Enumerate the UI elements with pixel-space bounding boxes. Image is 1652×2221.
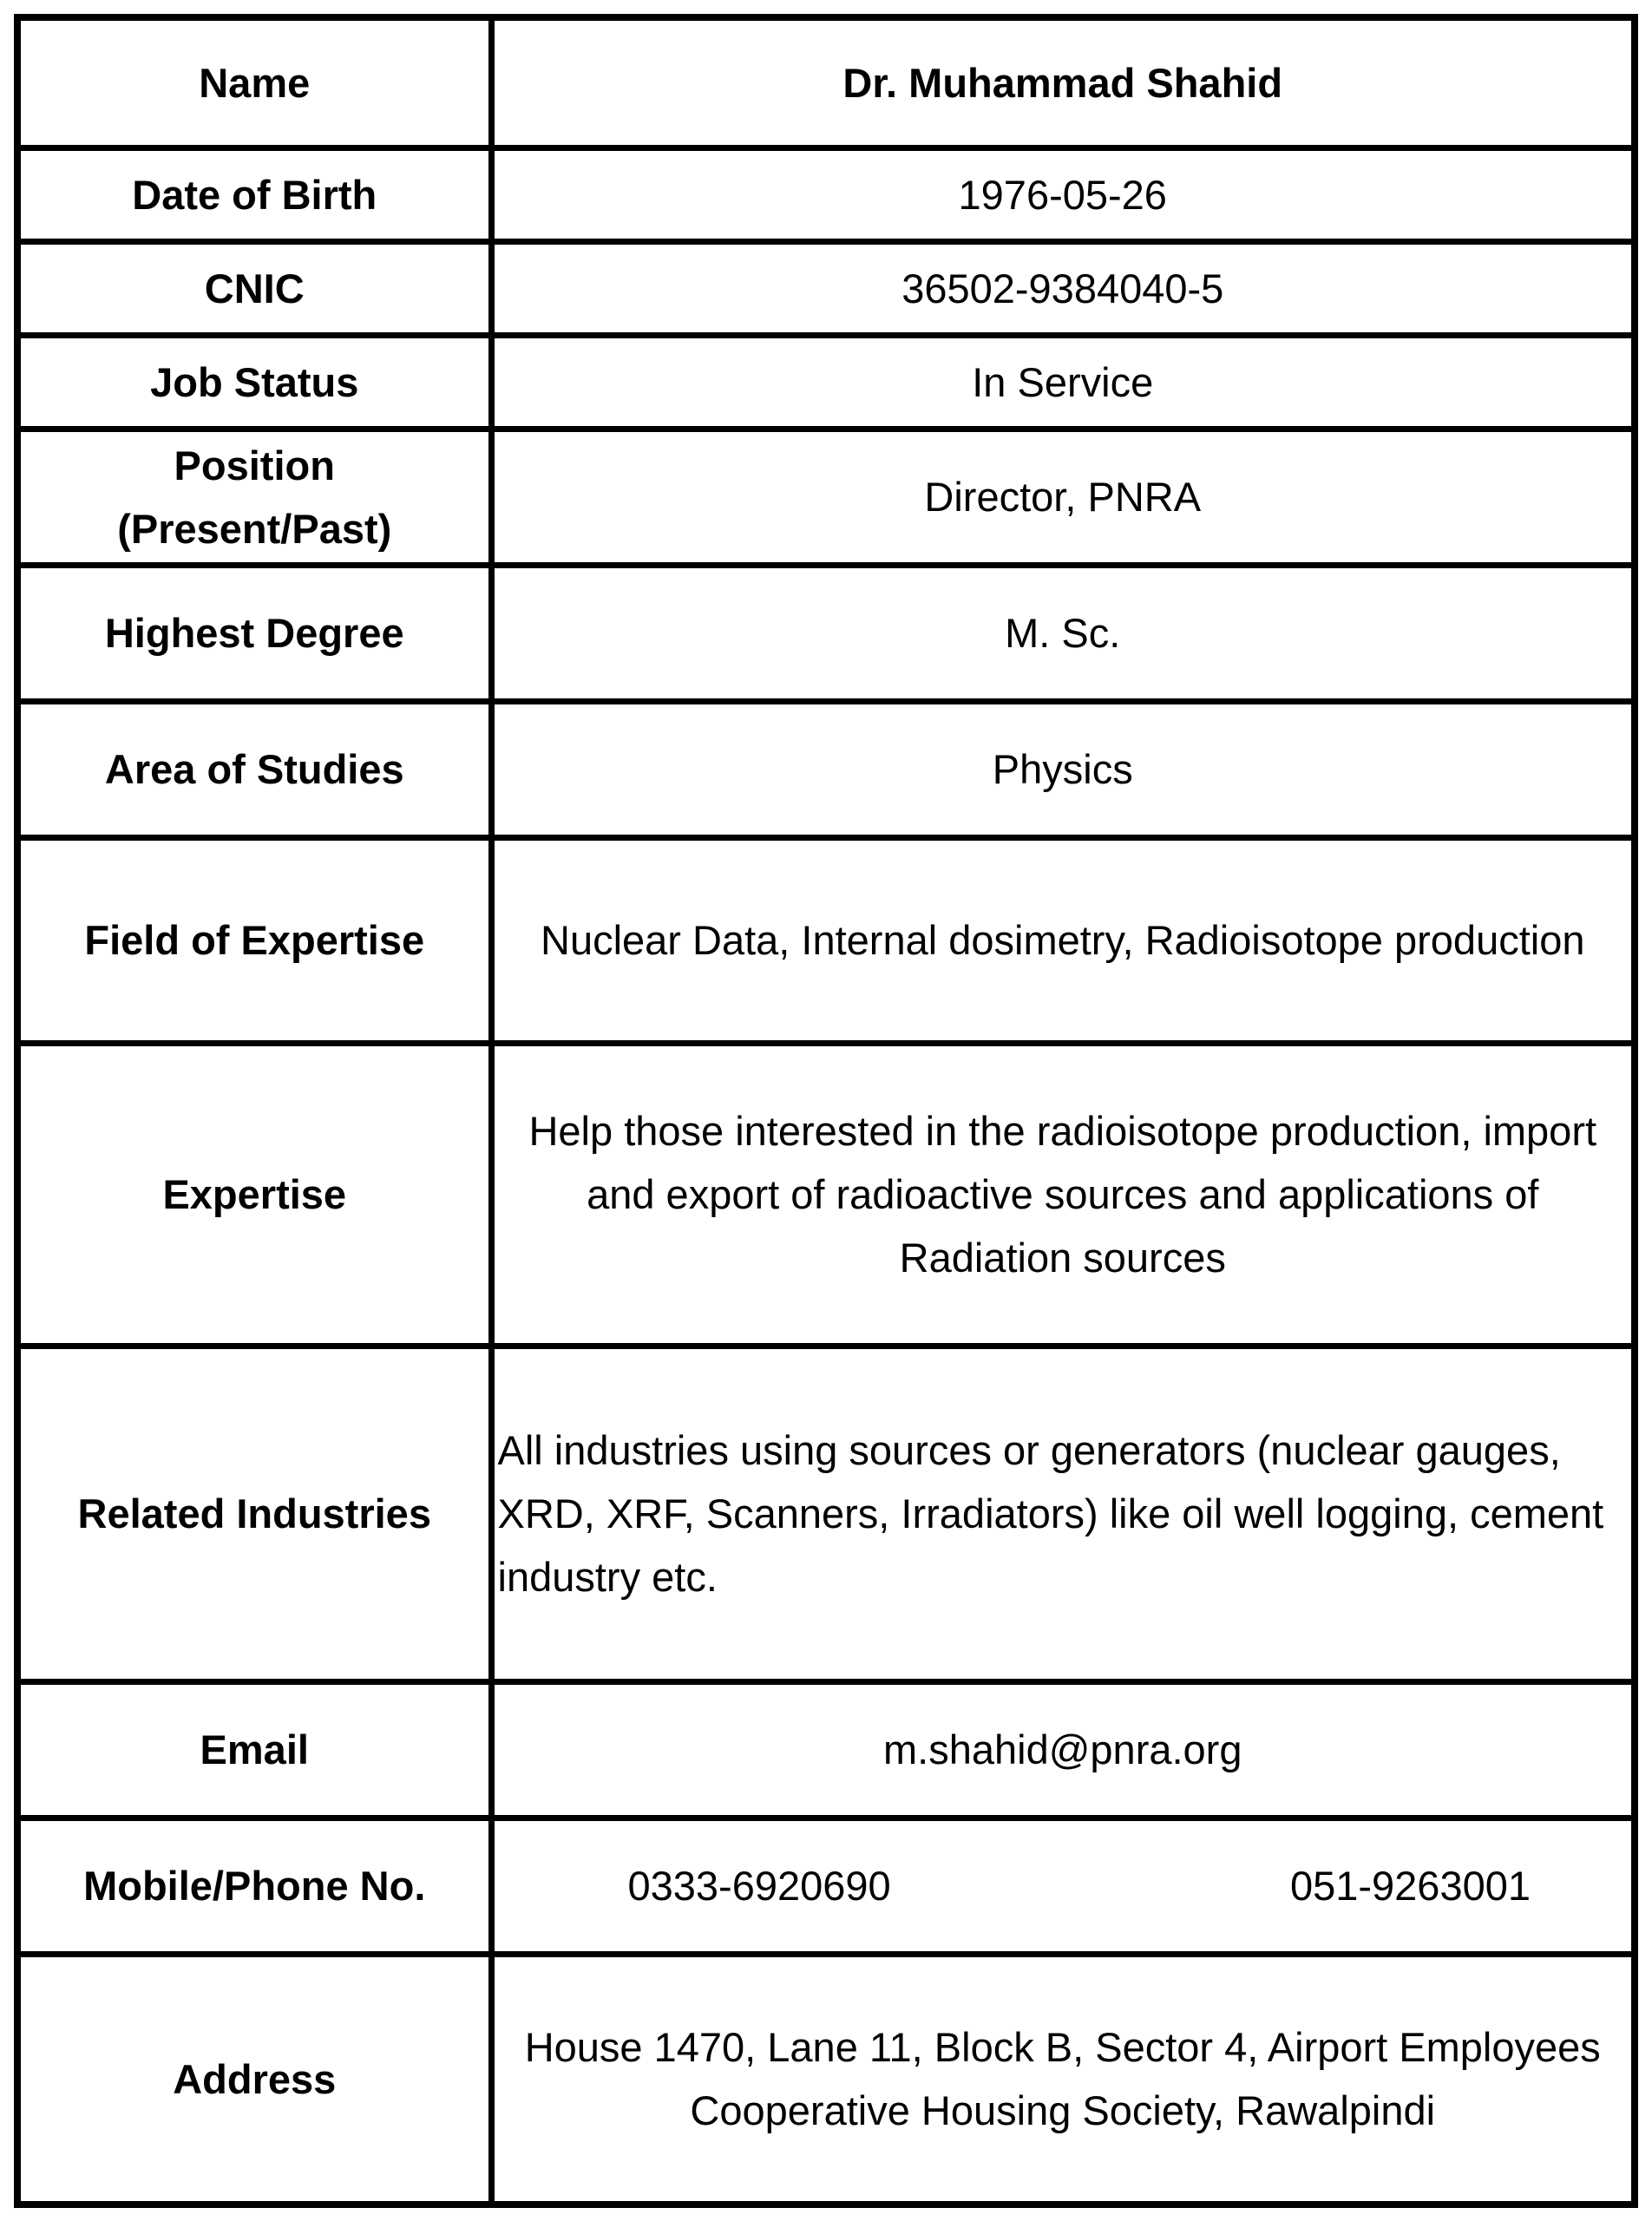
profile-sheet [14, 14, 1638, 2208]
cnic-value: 36502-9384040-5 [491, 241, 1631, 335]
position-label-line2: (Present/Past) [117, 505, 392, 552]
profile-table [21, 21, 1631, 2201]
degree-label: Highest Degree [21, 565, 491, 701]
cnic-label: CNIC [21, 241, 491, 335]
address-label: Address [21, 1954, 491, 2201]
field-value: Nuclear Data, Internal dosimetry, Radioisotope production [491, 837, 1631, 1043]
name-label: Name [21, 21, 491, 147]
expertise-label: Expertise [21, 1043, 491, 1346]
area-label: Area of Studies [21, 701, 491, 837]
phone-numbers [500, 1854, 1627, 1917]
phone-label: Mobile/Phone No. [21, 1818, 491, 1954]
name-value: Dr. Muhammad Shahid [491, 21, 1631, 147]
row-position [21, 429, 1631, 565]
row-cnic [21, 241, 1631, 335]
area-value: Physics [491, 701, 1631, 837]
position-label [21, 429, 491, 565]
row-area [21, 701, 1631, 837]
row-address [21, 1954, 1631, 2201]
address-value: House 1470, Lane 11, Block B, Sector 4, Airport Employees Cooperative Housing Society, Rawalpindi [491, 1954, 1631, 2201]
row-job-status [21, 335, 1631, 429]
row-phone [21, 1818, 1631, 1954]
row-industries [21, 1346, 1631, 1681]
row-name [21, 21, 1631, 147]
job-status-value: In Service [491, 335, 1631, 429]
row-email [21, 1681, 1631, 1818]
row-dob [21, 147, 1631, 241]
dob-label: Date of Birth [21, 147, 491, 241]
row-field [21, 837, 1631, 1043]
phone-values [491, 1818, 1631, 1954]
field-label: Field of Expertise [21, 837, 491, 1043]
row-expertise [21, 1043, 1631, 1346]
position-label-line1: Position [174, 442, 335, 488]
landline-number: 051-9263001 [1289, 1863, 1531, 1909]
industries-label: Related Industries [21, 1346, 491, 1681]
expertise-value: Help those interested in the radioisotope production, import and export of radioactive sources and applications of Radiation sources [491, 1043, 1631, 1346]
mobile-number: 0333-6920690 [627, 1863, 891, 1909]
email-value: m.shahid@pnra.org [491, 1681, 1631, 1818]
row-degree [21, 565, 1631, 701]
industries-value: All industries using sources or generators (nuclear gauges, XRD, XRF, Scanners, Irradiators) like oil well logging, cement industry etc. [491, 1346, 1631, 1681]
email-label: Email [21, 1681, 491, 1818]
position-value: Director, PNRA [491, 429, 1631, 565]
degree-value: M. Sc. [491, 565, 1631, 701]
dob-value: 1976-05-26 [491, 147, 1631, 241]
job-status-label: Job Status [21, 335, 491, 429]
